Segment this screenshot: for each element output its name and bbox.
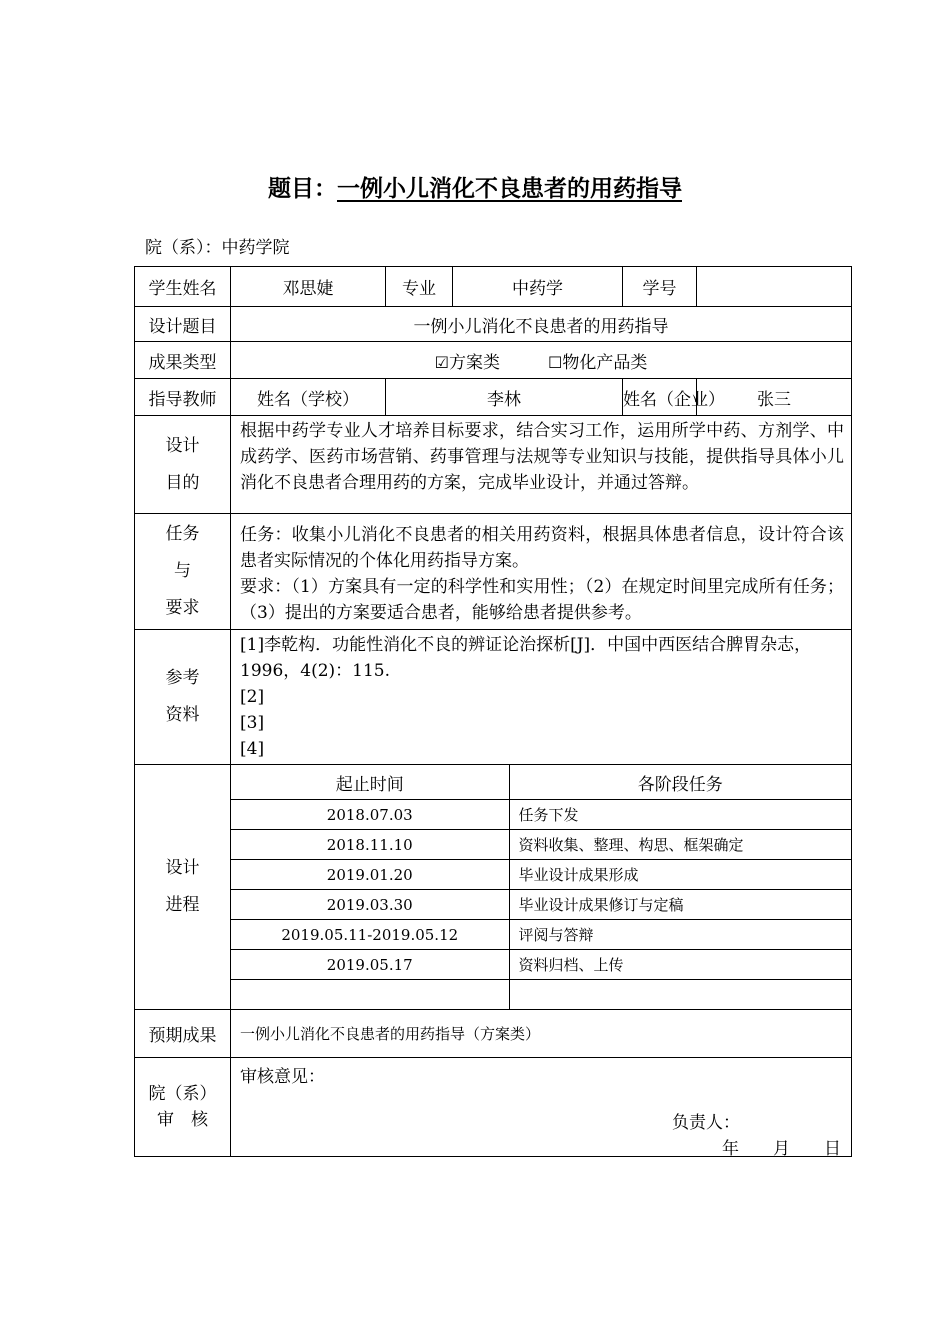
advisor-label: 指导教师 [135,379,231,416]
row-student [135,267,852,307]
col-task-header: 各阶段任务 [509,765,851,800]
review-date: 年 月 日 [722,1139,841,1159]
advisor-company-name: 张三 [697,379,852,416]
row-review [135,1058,852,1157]
reference-item: [2] [240,687,265,707]
reference-item: [3] [240,713,265,733]
purpose-text: 根据中药学专业人才培养目标要求，结合实习工作，运用所学中药、方剂学、中成药学、医药市场营销、药事管理与法规等专业知识与技能，提供指导具体小儿消化不良患者合理用药的方案，完成毕业设计，并通过答辩。 [231,416,852,514]
review-opinion-label: 审核意见： [240,1067,325,1087]
option-plan: 方案类 [449,352,500,373]
department-line: 院（系）：中药学院 [145,238,290,258]
progress-label: 设计 进程 [135,765,231,1010]
task-text [231,514,852,630]
row-result-type [135,342,852,379]
table-row: 2019.05.17 资料归档、上传 [231,950,851,980]
row-task [135,514,852,630]
requirement-line: 要求：（1）方案具有一定的科学性和实用性；（2）在规定时间里完成所有任务；（3）提出的方案要适合患者，能够给患者提供参考。 [240,577,844,623]
advisor-school-name: 李林 [386,379,623,416]
table-row: 2019.01.20 毕业设计成果形成 [231,860,851,890]
advisor-school-label: 姓名（学校） [231,379,386,416]
result-type-options [231,342,852,379]
task-label: 任务 与 要求 [135,514,231,630]
title-prefix: 题目： [268,176,337,202]
option-product: 物化产品类 [562,352,648,373]
unchecked-box-icon: ☐ [548,352,563,372]
topic-value: 一例小儿消化不良患者的用药指导 [231,307,852,342]
page-title [0,170,950,203]
purpose-label: 设计 目的 [135,416,231,514]
table-row: 2019.05.11-2019.05.12 评阅与答辩 [231,920,851,950]
advisor-company-label: 姓名（企业） [623,379,697,416]
student-id-label: 学号 [623,267,697,307]
progress-header [231,765,851,800]
title-text: 一例小儿消化不良患者的用药指导 [337,176,682,202]
progress-table [231,765,851,1009]
reference-item: [1]李乾构．功能性消化不良的辨证论治探析[J]．中国中西医结合脾胃杂志，1996，4(2)：115. [240,635,812,681]
table-row: 2019.03.30 毕业设计成果修订与定稿 [231,890,851,920]
topic-label: 设计题目 [135,307,231,342]
expected-label: 预期成果 [135,1010,231,1058]
row-progress [135,765,852,1010]
design-form-table [134,266,852,1157]
table-row: 2018.11.10 资料收集、整理、构思、框架确定 [231,830,851,860]
row-expected [135,1010,852,1058]
row-advisor [135,379,852,416]
student-name-label: 学生姓名 [135,267,231,307]
task-line: 任务：收集小儿消化不良患者的相关用药资料，根据具体患者信息，设计符合该患者实际情况的个体化用药指导方案。 [240,525,844,571]
table-row [231,980,851,1010]
expected-value: 一例小儿消化不良患者的用药指导（方案类） [231,1010,852,1058]
checked-box-icon: ☑ [434,352,449,372]
student-name-value: 邓思婕 [231,267,386,307]
student-id-value [697,267,852,307]
row-purpose [135,416,852,514]
col-time-header: 起止时间 [231,765,509,800]
result-type-label: 成果类型 [135,342,231,379]
references-list [231,630,852,765]
review-cell [231,1058,852,1157]
row-references [135,630,852,765]
major-value: 中药学 [453,267,623,307]
references-label: 参考 资料 [135,630,231,765]
responsible-label: 负责人： [672,1113,740,1133]
row-topic [135,307,852,342]
table-row: 2018.07.03 任务下发 [231,800,851,830]
major-label: 专业 [386,267,453,307]
progress-table-cell [231,765,852,1010]
review-label: 院（系） 审 核 [135,1058,231,1157]
reference-item: [4] [240,739,265,759]
